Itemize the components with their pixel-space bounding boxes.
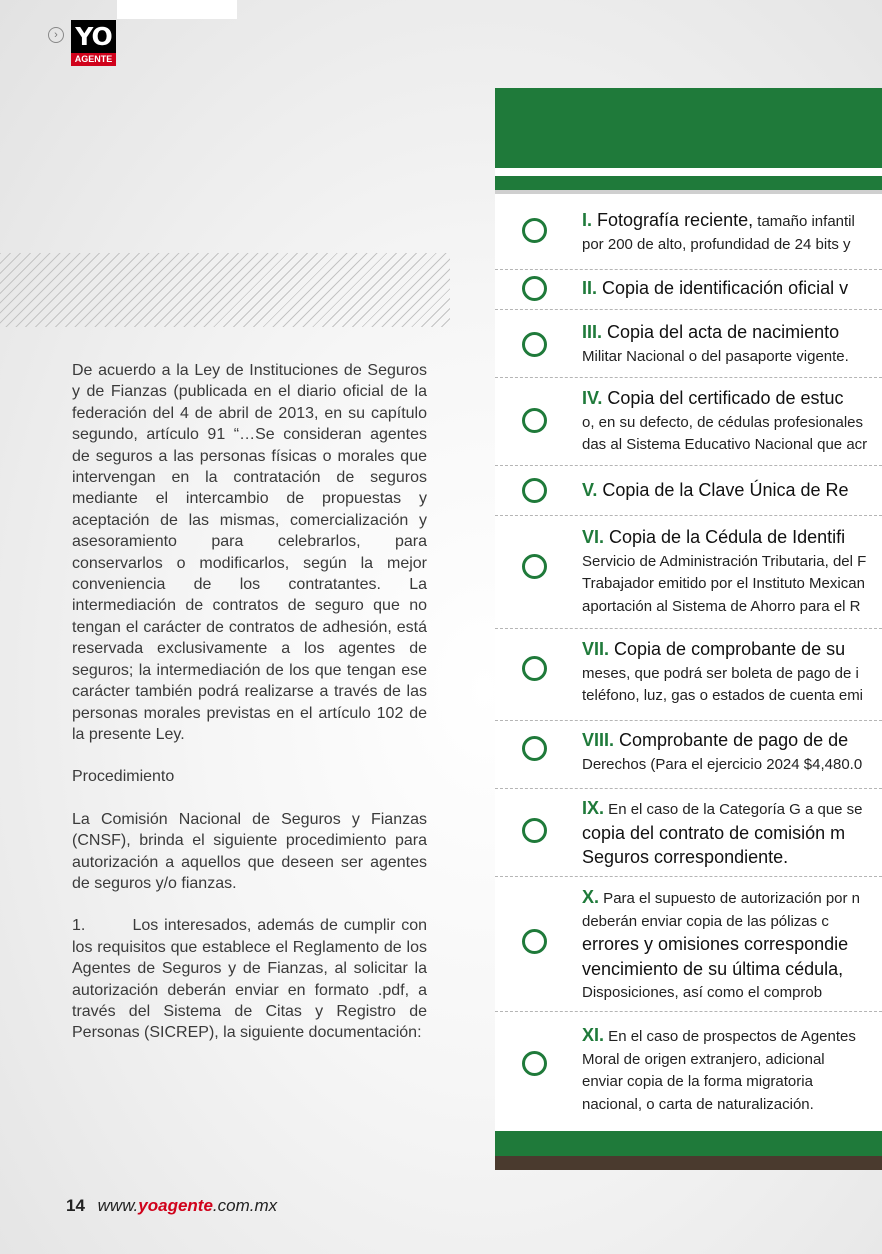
checkbox-circle-icon[interactable]: [522, 276, 547, 301]
decorative-hatch: [0, 253, 450, 327]
logo-bottom-text: AGENTE: [71, 53, 116, 66]
checkbox-circle-icon[interactable]: [522, 332, 547, 357]
panel-footer-edge: [495, 1156, 882, 1170]
checkbox-circle-icon[interactable]: [522, 929, 547, 954]
checklist-item: VI. Copia de la Cédula de Identifi Servicio de Administración Tributaria, del F Trabajador emitido por el Instituto Mexican aportación al Sistema de Ahorro para el R: [495, 516, 882, 629]
checkbox-circle-icon[interactable]: [522, 1051, 547, 1076]
checkbox-circle-icon[interactable]: [522, 408, 547, 433]
checklist-item: VII. Copia de comprobante de su meses, que podrá ser boleta de pago de i teléfono, luz, gas o estados de cuenta emi: [495, 629, 882, 721]
checklist-item: IV. Copia del certificado de estuc o, en su defecto, de cédulas profesionales das al Sistema Educativo Nacional que acr: [495, 378, 882, 466]
checkbox-circle-icon[interactable]: [522, 218, 547, 243]
paragraph-cnsf: La Comisión Nacional de Seguros y Fianzas (CNSF), brinda el siguiente procedimiento para autorización a aquellos que deseen ser agentes de seguros y/o fianzas.: [72, 810, 432, 892]
checklist-item: III. Copia del acta de nacimiento Militar Nacional o del pasaporte vigente.: [495, 310, 882, 378]
checkbox-circle-icon[interactable]: [522, 478, 547, 503]
checkbox-circle-icon[interactable]: [522, 656, 547, 681]
panel-divider: [495, 190, 882, 194]
chevron-right-icon[interactable]: ›: [48, 27, 64, 43]
checklist-item: II. Copia de identificación oficial v: [495, 270, 882, 310]
article-body: [72, 360, 432, 1065]
checkbox-circle-icon[interactable]: [522, 736, 547, 761]
paragraph-step-1: 1. Los interesados, además de cumplir con los requisitos que establece el Reglamento de los Agentes de Seguros y de Fianzas, al solicitar la autorización deberán enviar en formato .pdf, a través del Sistema de Citas y Registro de Personas (SICREP), la siguiente documentación:: [72, 917, 432, 1042]
page-number: 14: [66, 1196, 85, 1215]
checkbox-circle-icon[interactable]: [522, 818, 547, 843]
requirements-checklist: [495, 88, 882, 1170]
page-footer: [66, 1196, 277, 1216]
checklist-item: V. Copia de la Clave Única de Re: [495, 466, 882, 516]
checklist-item: X. Para el supuesto de autorización por n deberán enviar copia de las pólizas c errores y omisiones correspondie vencimiento de su última cédula, Disposiciones, así como el comprob: [495, 877, 882, 1012]
checklist-item: I. Fotografía reciente, tamaño infantil por 200 de alto, profundidad de 24 bits y: [495, 206, 882, 270]
header-bar: [117, 0, 237, 19]
checklist-item: IX. En el caso de la Categoría G a que se copia del contrato de comisión m Seguros correspondiente.: [495, 789, 882, 877]
checkbox-circle-icon[interactable]: [522, 554, 547, 579]
footer-url[interactable]: www.yoagente.com.mx: [97, 1196, 278, 1215]
panel-header: [495, 88, 882, 168]
panel-footer-bar: [495, 1131, 882, 1156]
logo-top-text: YO: [75, 22, 112, 51]
paragraph-intro: De acuerdo a la Ley de Instituciones de Seguros y de Fianzas (publicada en el diario oficial de la federación del 4 de abril de 2013, en su capítulo segundo, artículo 91 “…Se consideran agentes de seguros a las personas físicas o morales que intervengan en la contratación de seguros mediante el intercambio de propuestas y aceptación de las mismas, comercialización y asesoramiento para celebrarlos, para conservarlos o modificarlos, según la mejor conveniencia de los contratantes. La intermediación de contratos de seguro que no tengan el carácter de contratos de adhesión, está reservada exclusivamente a los agentes de seguros; la intermediación de los que tengan ese carácter también podrá realizarse a través de las personas morales previstas en el artículo 102 de la presente Ley.: [72, 362, 432, 743]
checklist-item: VIII. Comprobante de pago de de Derechos (Para el ejercicio 2024 $4,480.0: [495, 721, 882, 789]
magazine-logo: [71, 20, 116, 66]
panel-stripe: [495, 176, 882, 190]
paragraph-heading: Procedimiento: [72, 768, 175, 786]
checklist-item: XI. En el caso de prospectos de Agentes Moral de origen extranjero, adicional enviar copia de la forma migratoria nacional, o carta de naturalización.: [495, 1012, 882, 1127]
